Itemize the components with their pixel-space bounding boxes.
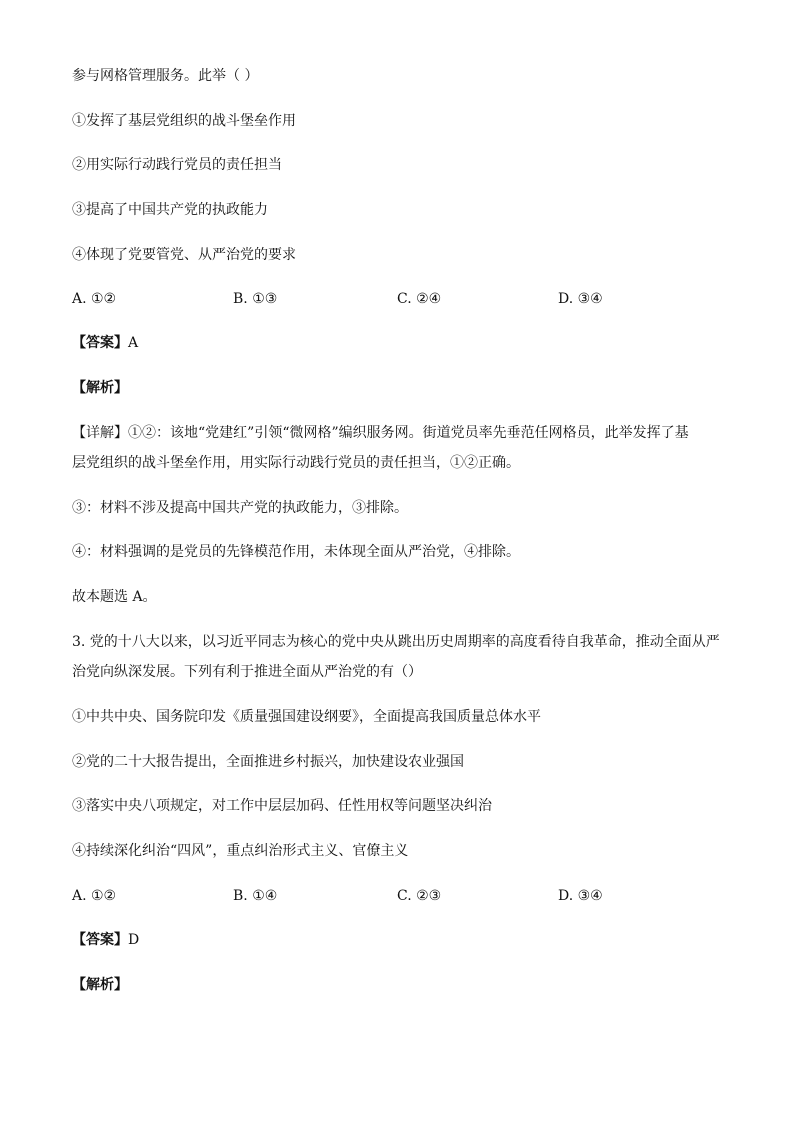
- q2-answer-line: [72, 333, 138, 353]
- q3-stem-line-2: 治党向纵深发展。下列有利于推进全面从严治党的有（）: [72, 664, 422, 680]
- q3-answer-value: D: [128, 932, 140, 948]
- q2-answer-value: A: [128, 335, 139, 351]
- q2-item-3: ③提高了中国共产党的执政能力: [72, 202, 268, 218]
- q2-item-2: ②用实际行动践行党员的责任担当: [72, 157, 282, 173]
- q3-stem-line-1: 3. 党的十八大以来，以习近平同志为核心的党中央从跳出历史周期率的高度看待自我革命，推动全面从严: [72, 634, 720, 650]
- q3-option-c: C. ②③: [397, 888, 442, 904]
- q2-option-b: B. ①③: [233, 291, 278, 307]
- q3-answer-label: 【答案】: [72, 932, 128, 948]
- q3-item-1: ①中共中央、国务院印发《质量强国建设纲要》，全面提高我国质量总体水平: [72, 709, 541, 725]
- q3-item-3: ③落实中央八项规定，对工作中层层加码、任性用权等问题坚决纠治: [72, 798, 492, 814]
- q3-option-d: D. ③④: [558, 888, 603, 904]
- q2-detail-line-2: 层党组织的战斗堡垒作用，用实际行动践行党员的责任担当，①②正确。: [72, 455, 520, 471]
- q2-detail-line-1: 【详解】①②：该地“党建红”引领“微网格”编织服务网。街道党员率先垂范任网格员，此举发挥了基: [72, 425, 689, 441]
- q2-detail-conclusion: 故本题选 A。: [72, 589, 157, 605]
- q2-option-d: D. ③④: [558, 291, 603, 307]
- q3-item-2: ②党的二十大报告提出，全面推进乡村振兴，加快建设农业强国: [72, 754, 464, 770]
- q2-analysis-label: 【解析】: [72, 380, 128, 396]
- q2-option-a: A. ①②: [72, 291, 117, 307]
- q3-answer-line: [72, 930, 139, 950]
- q3-option-a: A. ①②: [72, 888, 117, 904]
- q3-item-4: ④持续深化纠治“四风”，重点纠治形式主义、官僚主义: [72, 843, 409, 859]
- q3-analysis-label: 【解析】: [72, 977, 128, 993]
- q2-answer-label: 【答案】: [72, 335, 128, 351]
- q2-item-4: ④体现了党要管党、从严治党的要求: [72, 247, 296, 263]
- q2-option-c: C. ②④: [397, 291, 442, 307]
- q2-item-1: ①发挥了基层党组织的战斗堡垒作用: [72, 113, 296, 129]
- q2-stem-tail: 参与网格管理服务。此举（ ）: [72, 68, 259, 84]
- q3-option-b: B. ①④: [233, 888, 278, 904]
- q2-detail-line-4: ④：材料强调的是党员的先锋模范作用，未体现全面从严治党，④排除。: [72, 544, 520, 560]
- q2-detail-line-3: ③：材料不涉及提高中国共产党的执政能力，③排除。: [72, 500, 408, 516]
